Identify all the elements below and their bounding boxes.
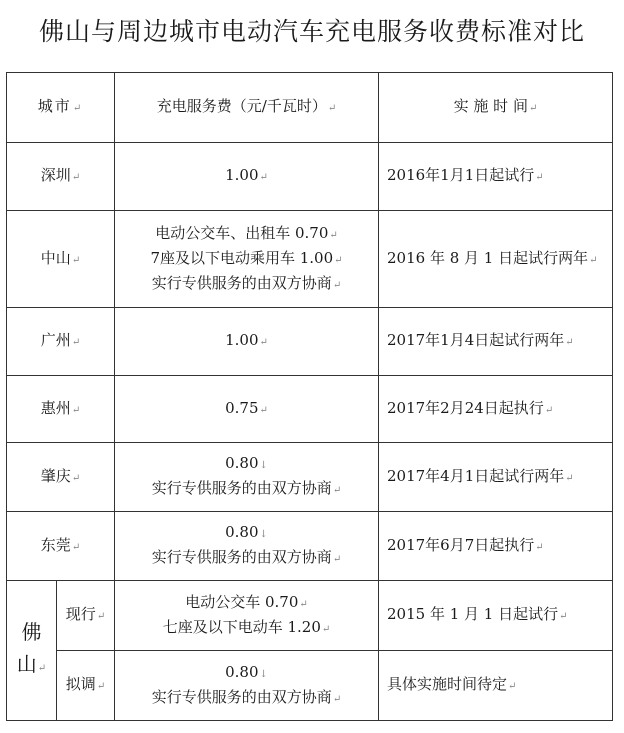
fee-cell: 0.75↵ [115,376,379,443]
table-row [7,143,613,211]
time-cell: 2017年2月24日起执行↵ [379,376,613,443]
fee-line: 0.80↓ [225,454,268,472]
city-cell: 惠州↵ [7,376,115,443]
time-cell: 2016 年 8 月 1 日起试行两年↵ [379,211,613,308]
fee-line: 实行专供服务的由双方协商↵ [151,479,342,497]
fee-line: 0.80↓ [225,523,268,541]
time-cell: 2017年1月4日起试行两年↵ [379,308,613,376]
fee-cell [115,211,379,308]
header-fee: 充电服务费（元/千瓦时）↵ [115,73,379,143]
table-row-foshan-proposed [7,651,613,721]
time-cell: 2017年6月7日起执行↵ [379,512,613,581]
comparison-table [6,72,613,721]
page-title: 佛山与周边城市电动汽车充电服务收费标准对比 [38,17,585,46]
fee-cell [115,512,379,581]
fee-line: 0.80↓ [225,662,268,681]
table-row [7,211,613,308]
table-row [7,512,613,581]
subcategory-cell: 拟调↵ [57,651,115,721]
city-cell: 中山↵ [7,211,115,308]
header-city: 城市↵ [7,73,115,143]
fee-line: 电动公交车、出租车 0.70↵ [155,223,338,242]
fee-line: 实行专供服务的由双方协商↵ [151,273,342,292]
time-cell: 2015 年 1 月 1 日起试行↵ [379,581,613,651]
fee-line: 实行专供服务的由双方协商↵ [151,548,342,566]
fee-line: 七座及以下电动车 1.20↵ [162,617,331,636]
fee-cell [115,443,379,512]
fee-cell: 1.00↵ [115,308,379,376]
fee-line: 电动公交车 0.70↵ [185,592,308,611]
table-row-foshan-current [7,581,613,651]
fee-cell [115,651,379,721]
time-cell: 具体实施时间待定↵ [379,651,613,721]
foshan-char-2: 山↵ [16,652,47,676]
city-cell: 东莞↵ [7,512,115,581]
fee-line: 实行专供服务的由双方协商↵ [151,687,342,706]
fee-cell [115,581,379,651]
time-cell: 2016年1月1日起试行↵ [379,143,613,211]
fee-line: 7座及以下电动乘用车 1.00↵ [150,248,343,267]
header-time: 实 施 时 间↵ [379,73,613,143]
subcategory-cell: 现行↵ [57,581,115,651]
table-row [7,443,613,512]
city-cell-foshan [7,581,57,721]
city-cell: 深圳↵ [7,143,115,211]
city-cell: 肇庆↵ [7,443,115,512]
table-row [7,308,613,376]
city-cell: 广州↵ [7,308,115,376]
time-cell: 2017年4月1日起试行两年↵ [379,443,613,512]
fee-cell: 1.00↵ [115,143,379,211]
table-header-row [7,73,613,143]
foshan-char-1: 佛 [21,620,42,644]
table-row [7,376,613,443]
